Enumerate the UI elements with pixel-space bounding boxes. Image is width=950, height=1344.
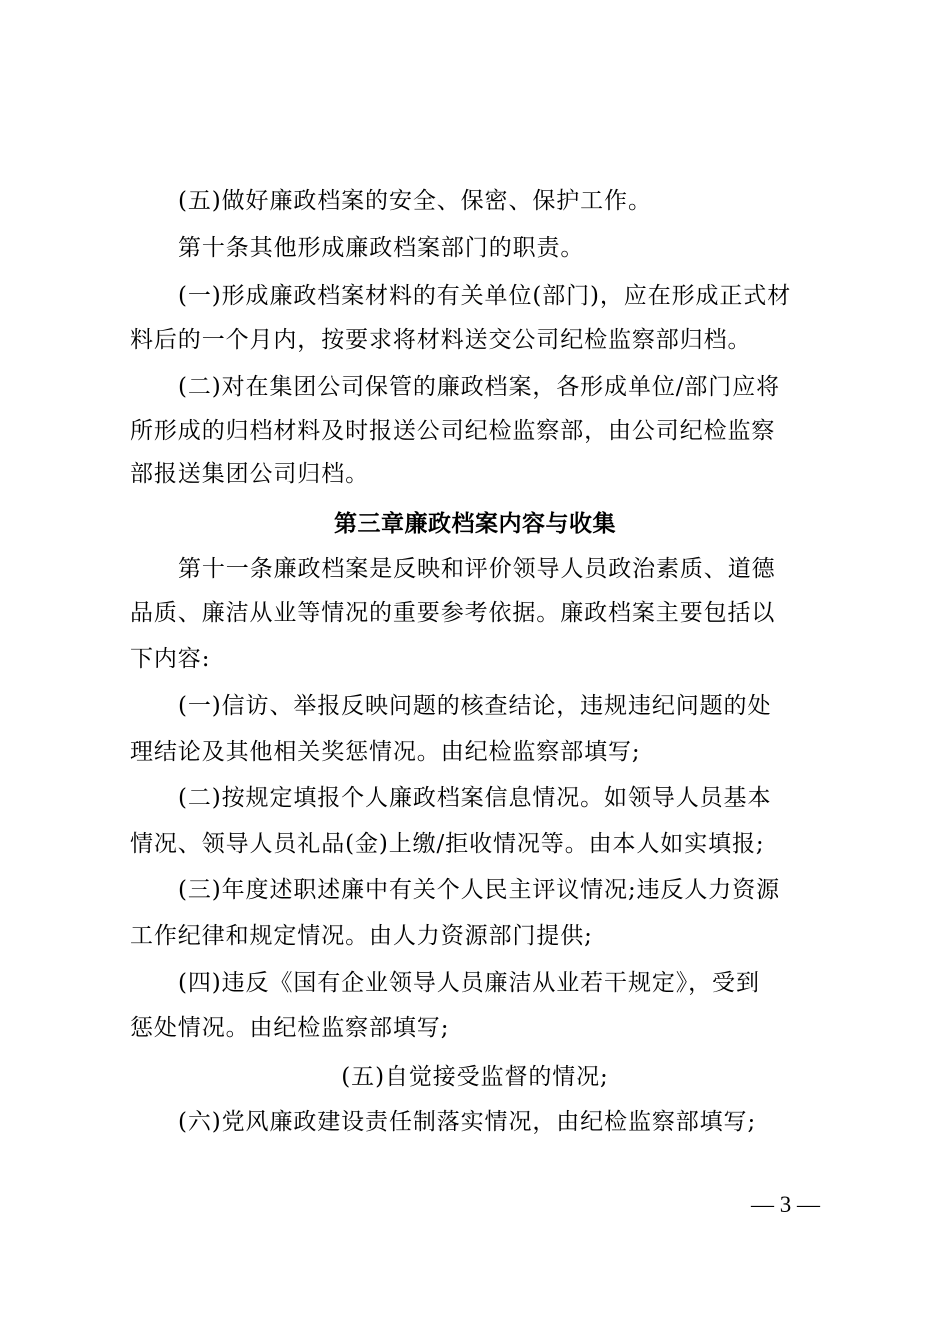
paragraph-line: 品质、廉洁从业等情况的重要参考依据。廉政档案主要包括以 xyxy=(130,600,776,626)
paragraph-line: 所形成的归档材料及时报送公司纪检监察部，由公司纪检监察 xyxy=(130,418,776,444)
page-number: — 3 — xyxy=(751,1192,820,1217)
paragraph-line: (四)违反《国有企业领导人员廉洁从业若干规定》，受到 xyxy=(178,970,760,996)
paragraph-line: (一)信访、举报反映问题的核查结论，违规违纪问题的处 xyxy=(178,693,772,719)
paragraph-line: 理结论及其他相关奖惩情况。由纪检监察部填写; xyxy=(130,739,641,765)
paragraph-line: 部报送集团公司归档。 xyxy=(130,461,369,487)
paragraph-line: 工作纪律和规定情况。由人力资源部门提供; xyxy=(130,923,593,949)
paragraph-line: (二)对在集团公司保管的廉政档案，各形成单位/部门应将 xyxy=(178,374,780,400)
paragraph-line: 下内容: xyxy=(130,646,211,672)
paragraph-line: (五)做好廉政档案的安全、保密、保护工作。 xyxy=(178,188,652,214)
paragraph-line: (一)形成廉政档案材料的有关单位(部门)，应在形成正式材 xyxy=(178,283,792,309)
chapter-heading: 第三章廉政档案内容与收集 xyxy=(334,510,616,537)
paragraph-line: 料后的一个月内，按要求将材料送交公司纪检监察部归档。 xyxy=(130,327,752,353)
paragraph-line: (三)年度述职述廉中有关个人民主评议情况;违反人力资源 xyxy=(178,877,780,903)
paragraph-line: 第十一条廉政档案是反映和评价领导人员政治素质、道德 xyxy=(178,556,776,582)
paragraph-line: 惩处情况。由纪检监察部填写; xyxy=(130,1015,450,1041)
paragraph-line: 情况、领导人员礼品(金)上缴/拒收情况等。由本人如实填报; xyxy=(130,831,765,857)
paragraph-line: (二)按规定填报个人廉政档案信息情况。如领导人员基本 xyxy=(178,785,772,811)
paragraph-line: 第十条其他形成廉政档案部门的职责。 xyxy=(178,235,585,261)
paragraph-line: (五)自觉接受监督的情况; xyxy=(341,1064,609,1090)
paragraph-line: (六)党风廉政建设责任制落实情况，由纪检监察部填写; xyxy=(178,1109,757,1135)
